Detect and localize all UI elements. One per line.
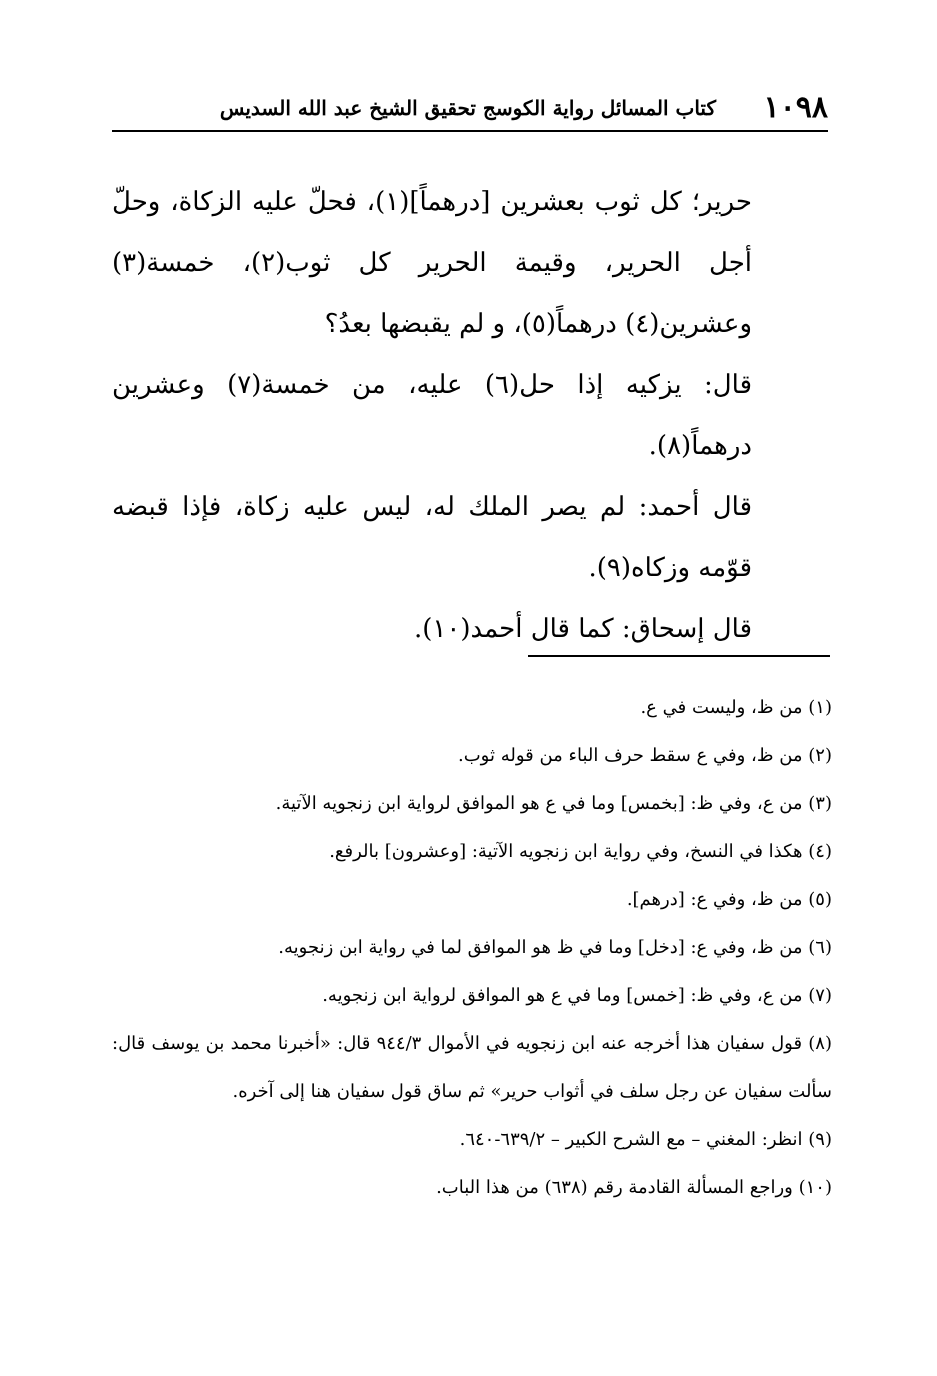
footnote-8: (٨) قول سفيان هذا أخرجه عنه ابن زنجويه في الأموال ٩٤٤/٣ قال: «أخبرنا محمد بن يوسف قال: سألت سفيان عن رجل سلف في أثواب حرير» ثم ساق قول سفيان هنا إلى آخره. [112,1033,832,1102]
footnote-4: (٤) هكذا في النسخ، وفي رواية ابن زنجويه الآتية: [وعشرون] بالرفع. [329,841,832,862]
main-text [112,172,752,660]
footnote-5: (٥) من ظ، وفي ع: [درهم]. [626,889,832,910]
footnote-2: (٢) من ظ، وفي ع سقط حرف الباء من قوله ثوب. [458,745,832,766]
running-title: كتاب المسائل رواية الكوسج تحقيق الشيخ عبد الله السديس [219,96,716,120]
footnote-9: (٩) انظر: المغني – مع الشرح الكبير – ٦٣٩/٢-٦٤٠. [459,1129,832,1150]
footnote-divider [528,655,830,657]
page-header [112,88,828,132]
footnotes [112,684,832,1212]
footnote-6: (٦) من ظ، وفي ع: [دخل] وما في ظ هو الموافق لما في رواية ابن زنجويه. [278,937,832,958]
footnote-3: (٣) من ع، وفي ظ: [بخمس] وما في ع هو الموافق لرواية ابن زنجويه الآتية. [275,793,832,814]
ahmad-paragraph: قال أحمد: لم يصر الملك له، ليس عليه زكاة، فإذا قبضه قوّمه وزكاه(٩). [112,492,752,583]
footnote-10: (١٠) وراجع المسألة القادمة رقم (٦٣٨) من هذا الباب. [436,1177,832,1198]
question-paragraph: حرير؛ كل ثوب بعشرين [درهماً](١)، فحلّ عليه الزكاة، وحلّ أجل الحرير، وقيمة الحرير كل ثوب(٢)، خمسة(٣) وعشرين(٤) درهماً(٥)، و لم يقبضها بعدُ؟ [112,187,752,339]
footnote-1: (١) من ظ، وليست في ع. [640,697,832,718]
ishaq-paragraph: قال إسحاق: كما قال أحمد(١٠). [414,614,752,644]
answer-paragraph: قال: يزكيه إذا حل(٦) عليه، من خمسة(٧) وعشرين درهماً(٨). [112,370,752,461]
page-number: ١٠٩٨ [763,90,828,125]
footnote-7: (٧) من ع، وفي ظ: [خمس] وما في ع هو الموافق لرواية ابن زنجويه. [322,985,832,1006]
